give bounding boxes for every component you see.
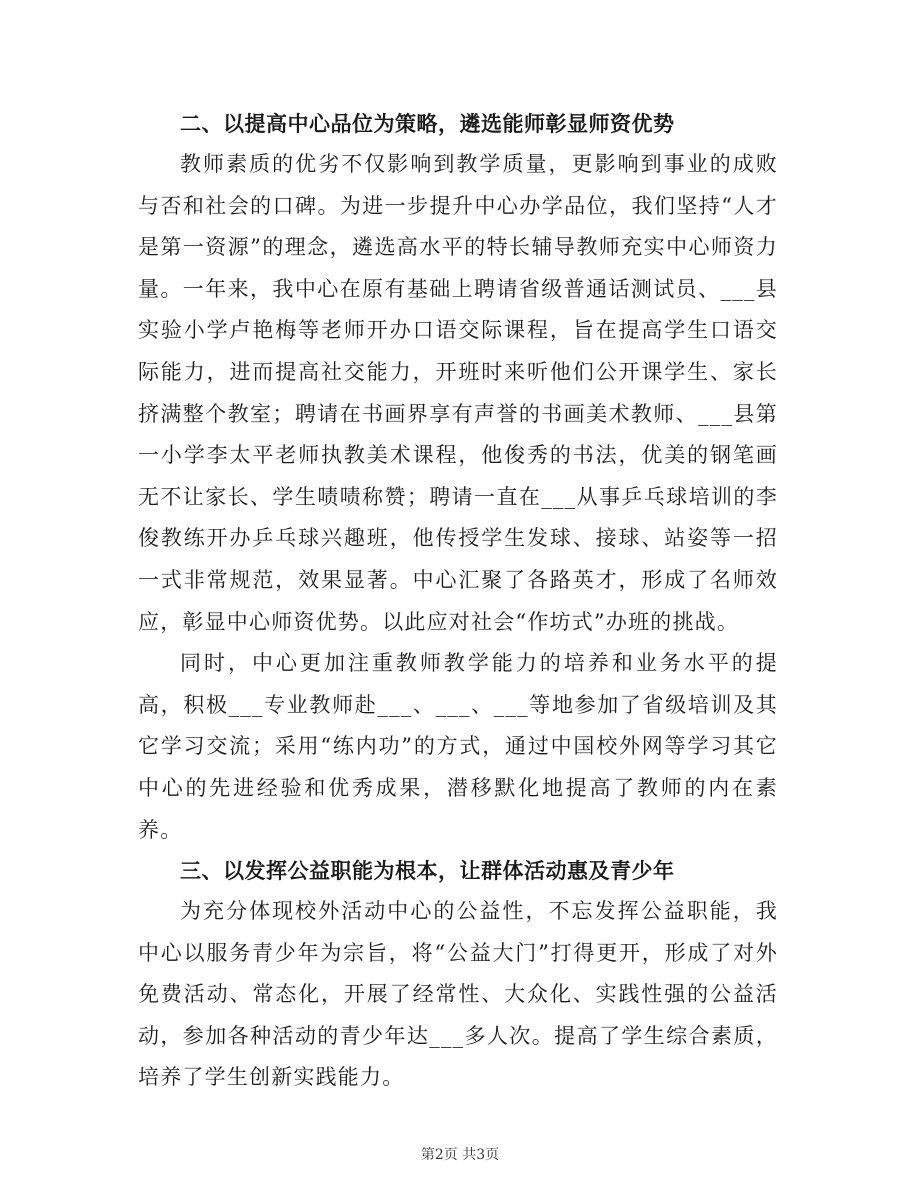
section-3-paragraph-1: 为充分体现校外活动中心的公益性，不忘发挥公益职能，我中心以服务青少年为宗旨，将“公益大门”打得更开，形成了对外免费活动、常态化，开展了经常性、大众化、实践性强的公益活动，参加各种活动的青少年达___多人次。提高了学生综合素质，培养了学生创新实践能力。 — [138, 899, 778, 1090]
section-2-paragraph-1: 教师素质的优劣不仅影响到教学质量，更影响到事业的成败与否和社会的口碑。为进一步提升中心办学品位，我们坚持“人才是第一资源”的理念，遴选高水平的特长辅导教师充实中心师资力量。一年来，我中心在原有基础上聘请省级普通话测试员、___县实验小学卢艳梅等老师开办口语交际课程，旨在提高学生口语交际能力，进而提高社交能力，开班时来听他们公开课学生、家长挤满整个教室；聘请在书画界享有声誉的书画美术教师、___县第一小学李太平老师执教美术课程，他俊秀的书法，优美的钢笔画无不让家长、学生啧啧称赞；聘请一直在___从事乒乓球培训的李俊教练开办乒乓球兴趣班，他传授学生发球、接球、站姿等一招一式非常规范，效果显著。中心汇聚了各路英才，形成了名师效应，彰显中心师资优势。以此应对社会“作坊式”办班的挑战。 — [138, 152, 778, 634]
section-3-heading: 三、以发挥公益职能为根本，让群体活动惠及青少年 — [180, 859, 675, 884]
section-2-heading: 二、以提高中心品位为策略，遴选能师彰显师资优势 — [180, 112, 675, 136]
page-footer — [0, 1144, 920, 1164]
document-body — [138, 104, 778, 1099]
section-2-paragraph-2: 同时，中心更加注重教师教学能力的培养和业务水平的提高，积极___专业教师赴___、___、___等地参加了省级培训及其它学习交流；采用“练内功”的方式，通过中国校外网等学习其它中心的先进经验和优秀成果，潜移默化地提高了教师的内在素养。 — [138, 651, 778, 842]
page-number: 第2页 共3页 — [420, 1147, 500, 1163]
